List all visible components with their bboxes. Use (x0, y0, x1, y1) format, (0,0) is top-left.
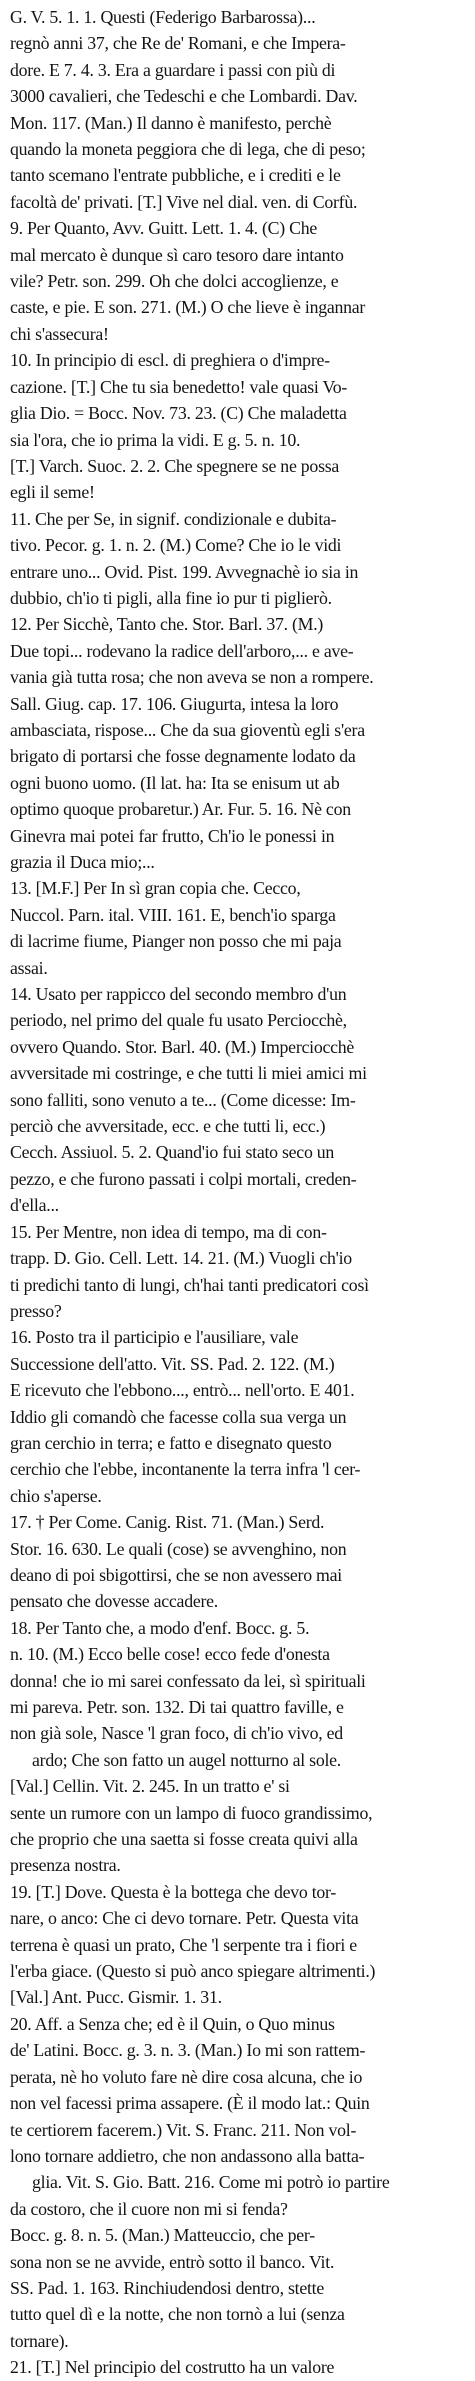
text-line: presso? (10, 1300, 62, 1321)
text-line: terrena è quasi un prato, Che 'l serpente tra i fiori e (10, 1934, 357, 1955)
text-line: 10. In principio di escl. di preghiera o d'impre- (10, 350, 330, 371)
text-line: 9. Per Quanto, Avv. Guitt. Lett. 1. 4. (C) Che (10, 218, 318, 239)
text-line: non già sole, Nasce 'l gran foco, di ch'io vivo, ed (10, 1723, 343, 1744)
text-line: vile? Petr. son. 299. Oh che dolci accoglienze, e (10, 271, 339, 292)
text-line: n. 10. (M.) Ecco belle cose! ecco fede d'onesta (10, 1644, 330, 1665)
text-line: 20. Aff. a Senza che; ed è il Quin, o Quo minus (10, 2013, 335, 2034)
text-line: avversitade mi costringe, e che tutti li miei amici mi (10, 1063, 367, 1084)
text-line: mi pareva. Petr. son. 132. Di tai quattro faville, e (10, 1697, 344, 1717)
text-line: brigato di portarsi che fosse degnamente lodato da (10, 746, 356, 767)
text-line: Successione dell'atto. Vit. SS. Pad. 2. 122. (M.) (10, 1353, 335, 1374)
text-line: 21. [T.] Nel principio del costrutto ha un valore (10, 2357, 335, 2378)
text-line: sona non se ne avvide, entrò sotto il banco. Vit. (10, 2251, 335, 2272)
text-line: l'erba giace. (Questo si può anco spiegare altrimenti.) (10, 1961, 376, 1982)
text-line: lono tornare addietro, che non andassono alla batta- (10, 2145, 365, 2166)
text-line: perciò che avversitade, ecc. e che tutti li, ecc.) (10, 1116, 326, 1137)
text-line: Stor. 16. 630. Le quali (cose) se avvenghino, non (10, 1538, 347, 1559)
text-line: chi s'assecura! (10, 323, 109, 344)
text-line: di lacrime fiume, Pianger non posso che mi paja (10, 931, 342, 952)
text-line: sono falliti, sono venuto a te... (Come dicesse: Im- (10, 1089, 356, 1110)
text-line: Bocc. g. 8. n. 5. (Man.) Matteuccio, che per- (10, 2225, 315, 2246)
text-line: tutto quel dì e la notte, che non tornò a lui (senza (10, 2304, 345, 2325)
text-line: [T.] Varch. Suoc. 2. 2. Che spegnere se ne possa (10, 455, 340, 476)
text-line: 3000 cavalieri, che Tedeschi e che Lombardi. Dav. (10, 86, 358, 107)
text-line: E ricevuto che l'ebbono..., entrò... nell'orto. E 401. (10, 1380, 355, 1401)
text-line: Iddio gli comandò che facesse colla sua verga un (10, 1406, 347, 1427)
text-line: 13. [M.F.] Per In sì gran copia che. Cecco, (10, 878, 301, 899)
text-line: sente un rumore con un lampo di fuoco grandissimo, (10, 1802, 373, 1823)
text-line: 14. Usato per rappicco del secondo membro d'un (10, 984, 347, 1005)
text-line: te certiorem facerem.) Vit. S. Franc. 211. Non vol- (10, 2119, 357, 2140)
text-line: Ginevra mai potei far frutto, Ch'io le ponessi in (10, 825, 335, 846)
text-line: glia. Vit. S. Gio. Batt. 216. Come mi potrò io partire (32, 2172, 390, 2193)
text-line: chio s'aperse. (10, 1485, 102, 1506)
text-line: non vel facessi prima assapere. (È il modo lat.: Quin (10, 2093, 370, 2114)
text-line: 16. Posto tra il participio e l'ausiliare, vale (10, 1327, 299, 1348)
text-line: sia l'ora, che io prima la vidi. E g. 5. n. 10. (10, 429, 301, 450)
text-line: Cecch. Assiuol. 5. 2. Quand'io fui stato seco un (10, 1142, 335, 1163)
text-line: trapp. D. Gio. Cell. Lett. 14. 21. (M.) Vuogli ch'io (10, 1248, 352, 1269)
text-line: tivo. Pecor. g. 1. n. 2. (M.) Come? Che io le vidi (10, 535, 342, 556)
text-line: perata, nè ho voluto fare nè dire cosa alcuna, che io (10, 2066, 363, 2087)
text-line: assai. (10, 957, 48, 978)
text-line: ogni buono uomo. (Il lat. ha: Ita se enisum ut ab (10, 772, 340, 793)
text-line: 12. Per Sicchè, Tanto che. Stor. Barl. 37. (M.) (10, 614, 324, 635)
text-line: ambasciata, rispose... Che da sua gioventù egli s'era (10, 719, 365, 740)
text-line: Mon. 117. (Man.) Il danno è manifesto, perchè (10, 112, 332, 133)
text-line: deano di poi sbigottirsi, che se non avessero mai (10, 1564, 342, 1585)
text-line: da costoro, che il cuore non mi si fenda? (10, 2198, 288, 2219)
text-line: regnò anni 37, che Re de' Romani, e che Impera- (10, 33, 346, 54)
text-line: cazione. [T.] Che tu sia benedetto! vale quasi Vo- (10, 376, 348, 397)
text-line: ardo; Che son fatto un augel notturno al sole. (32, 1749, 341, 1770)
text-line: entrare uno... Ovid. Pist. 199. Avvegnachè io sia in (10, 561, 359, 582)
text-line: quando la moneta peggiora che di lega, che di peso; (10, 139, 366, 160)
text-line: nare, o anco: Che ci devo tornare. Petr. Questa vita (10, 1908, 359, 1929)
text-line: 18. Per Tanto che, a modo d'enf. Bocc. g. 5. (10, 1617, 310, 1638)
text-line: glia Dio. = Bocc. Nov. 73. 23. (C) Che maladetta (10, 403, 347, 424)
text-line: de' Latini. Bocc. g. 3. n. 3. (Man.) Io mi son rattem- (10, 2040, 366, 2061)
text-line: dore. E 7. 4. 3. Era a guardare i passi con più di (10, 59, 336, 80)
text-line: pezzo, e che furono passati i colpi mortali, creden- (10, 1168, 357, 1189)
text-line: tornare). (10, 2330, 69, 2351)
text-line: SS. Pad. 1. 163. Rinchiudendosi dentro, stette (10, 2277, 324, 2298)
text-line: cerchio che l'ebbe, incontanente la terra infra 'l cer- (10, 1459, 361, 1480)
text-line: 17. † Per Come. Canig. Rist. 71. (Man.) Serd. (10, 1512, 325, 1533)
text-line: 19. [T.] Dove. Questa è la bottega che devo tor- (10, 1881, 337, 1902)
text-line: facoltà de' privati. [T.] Vive nel dial. ven. di Corfù. (10, 191, 358, 212)
text-line: ovvero Quando. Stor. Barl. 40. (M.) Imperciocchè (10, 1036, 355, 1057)
text-line: presenza nostra. (10, 1855, 121, 1876)
text-line: dubbio, ch'io ti pigli, alla fine io pur ti piglierò. (10, 587, 332, 608)
text-line: [Val.] Ant. Pucc. Gismir. 1. 31. (10, 1987, 222, 2008)
text-line: caste, e pie. E son. 271. (M.) O che lieve è ingannar (10, 297, 366, 318)
text-line: donna! che io mi sarei confessato da lei, sì spirituali (10, 1670, 366, 1691)
text-line: grazia il Duca mio;... (10, 852, 155, 872)
text-line: 11. Che per Se, in signif. condizionale e dubita- (10, 508, 337, 529)
text-line: che proprio che una saetta si fosse creata quivi alla (10, 1829, 358, 1850)
text-line: vania già tutta rosa; che non aveva se non a rompere. (10, 667, 374, 688)
text-line: G. V. 5. 1. 1. Questi (Federigo Barbarossa)... (10, 7, 316, 27)
text-line: gran cerchio in terra; e fatto e disegnato questo (10, 1432, 332, 1453)
text-line: pensato che dovesse accadere. (10, 1591, 218, 1612)
text-line: tanto scemano l'entrate pubbliche, e i crediti e le (10, 165, 341, 186)
text-line: optimo quoque probaretur.) Ar. Fur. 5. 16. Nè con (10, 799, 351, 820)
text-line: Sall. Giug. cap. 17. 106. Giugurta, intesa la loro (10, 693, 339, 714)
text-line: Nuccol. Parn. ital. VIII. 161. E, bench'io sparga (10, 904, 336, 925)
text-line: periodo, nel primo del quale fu usato Perciocchè, (10, 1010, 347, 1031)
text-line: mal mercato è dunque sì caro tesoro dare intanto (10, 244, 344, 265)
text-line: ti predichi tanto di lungi, ch'hai tanti predicatori così (10, 1274, 369, 1295)
text-line: 15. Per Mentre, non idea di tempo, ma di con- (10, 1221, 327, 1242)
text-line: [Val.] Cellin. Vit. 2. 245. In un tratto e' si (10, 1776, 290, 1797)
text-line: Due topi... rodevano la radice dell'arboro,... e ave- (10, 640, 354, 661)
text-line: egli il seme! (10, 482, 95, 503)
text-line: d'ella... (10, 1195, 59, 1216)
